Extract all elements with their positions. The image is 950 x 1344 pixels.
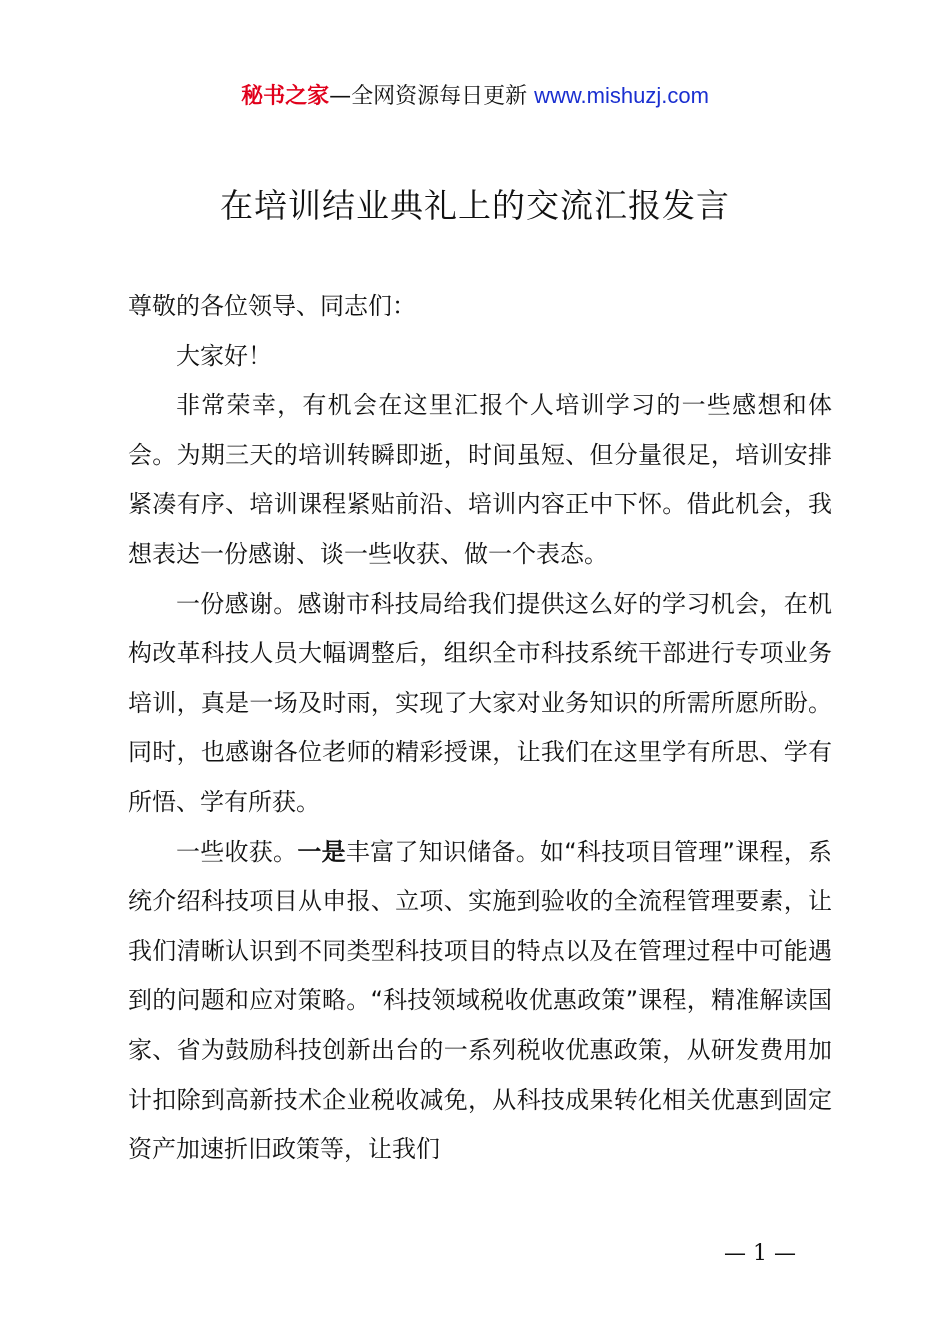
document-body (128, 282, 832, 1175)
paragraph-intro: 非常荣幸，有机会在这里汇报个人培训学习的一些感想和体会。为期三天的培训转瞬即逝，时间虽短、但分量很足，培训安排紧凑有序、培训课程紧贴前沿、培训内容正中下怀。借此机会，我想表达一份感谢、谈一些收获、做一个表态。 (128, 391, 832, 568)
gains-text: 丰富了知识储备。如“科技项目管理”课程，系统介绍科技项目从申报、立项、实施到验收的全流程管理要素，让我们清晰认识到不同类型科技项目的特点以及在管理过程中可能遇到的问题和应对策略。“科技领域税收优惠政策”课程，精准解读国家、省为鼓励科技创新出台的一系列税收优惠政策，从研发费用加计扣除到高新技术企业税收减免，从科技成果转化相关优惠到固定资产加速折旧政策等，让我们 (128, 837, 833, 1164)
site-brand: 秘书之家 (241, 84, 330, 109)
paragraph-gains (128, 828, 832, 1175)
salutation: 尊敬的各位领导、同志们： (128, 292, 416, 320)
site-header (0, 80, 950, 113)
site-url[interactable]: www.mishuzj.com (534, 83, 709, 108)
paragraph-thanks: 一份感谢。感谢市科技局给我们提供这么好的学习机会，在机构改革科技人员大幅调整后，组织全市科技系统干部进行专项业务培训，真是一场及时雨，实现了大家对业务知识的所需所愿所盼。同时，也感谢各位老师的精彩授课，让我们在这里学有所思、学有所悟、学有所获。 (128, 589, 832, 816)
site-tagline: —全网资源每日更新 (329, 84, 535, 109)
gains-first-point: 一是 (297, 837, 346, 866)
document-title: 在培训结业典礼上的交流汇报发言 (220, 186, 730, 225)
greeting: 大家好！ (176, 341, 272, 370)
page-number: — 1 — (724, 1241, 796, 1266)
gains-lead: 一些收获。 (176, 837, 298, 866)
